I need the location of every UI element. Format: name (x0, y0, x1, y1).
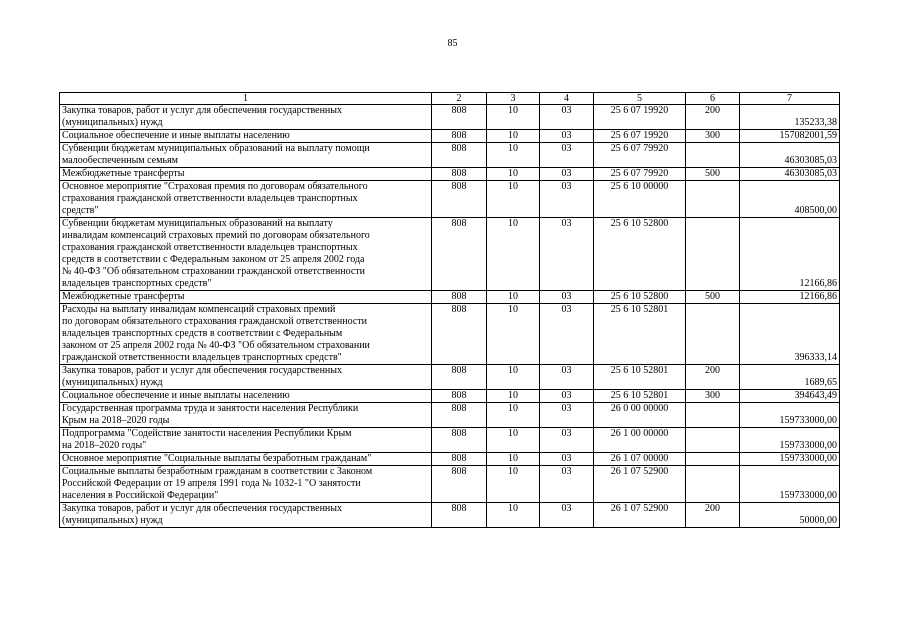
cell-expense-type: 500 (686, 168, 740, 181)
item-name-line: Основное мероприятие "Страховая премия по договорам обязательного (62, 181, 368, 192)
cell-subsection: 03 (540, 291, 594, 304)
cell-item-name (60, 428, 432, 453)
cell-department: 808 (432, 168, 487, 181)
cell-sum: 159733000,00 (740, 453, 840, 466)
table-row (60, 291, 840, 304)
header-cell-6: 6 (686, 93, 740, 105)
cell-expense-type (686, 181, 740, 218)
cell-sum: 408500,00 (740, 181, 840, 218)
cell-target-article: 26 1 07 52900 (594, 466, 686, 503)
header-cell-7: 7 (740, 93, 840, 105)
cell-section: 10 (487, 291, 540, 304)
item-name-line: на 2018–2020 годы" (62, 440, 147, 451)
cell-item-name (60, 130, 432, 143)
item-name-line: Субвенции бюджетам муниципальных образований на выплату помощи (62, 143, 370, 154)
cell-section: 10 (487, 105, 540, 130)
item-name-line: Российской Федерации от 19 апреля 1991 года № 1032-1 "О занятости (62, 478, 361, 489)
item-name-line: инвалидам компенсаций страховых премий по договорам обязательного (62, 230, 370, 241)
item-name-line: Расходы на выплату инвалидам компенсаций страховых премий (62, 304, 336, 315)
cell-subsection: 03 (540, 453, 594, 466)
cell-expense-type (686, 466, 740, 503)
cell-subsection: 03 (540, 365, 594, 390)
cell-expense-type (686, 143, 740, 168)
cell-subsection: 03 (540, 403, 594, 428)
cell-department: 808 (432, 390, 487, 403)
cell-item-name (60, 390, 432, 403)
item-name-line: страхования гражданской ответственности владельцев транспортных (62, 193, 358, 204)
item-name-line: владельцев транспортных средств" (62, 278, 212, 289)
item-name-line: малообеспеченным семьям (62, 155, 178, 166)
item-name-line: Закупка товаров, работ и услуг для обеспечения государственных (62, 365, 343, 376)
cell-department: 808 (432, 365, 487, 390)
item-name-line: Субвенции бюджетам муниципальных образований на выплату (62, 218, 333, 229)
table-row (60, 403, 840, 428)
cell-item-name (60, 218, 432, 291)
cell-sum: 46303085,03 (740, 143, 840, 168)
table-row (60, 218, 840, 291)
cell-section: 10 (487, 466, 540, 503)
cell-expense-type (686, 218, 740, 291)
cell-target-article: 25 6 10 52801 (594, 365, 686, 390)
item-name-line: средств" (62, 205, 99, 216)
cell-item-name (60, 181, 432, 218)
cell-department: 808 (432, 428, 487, 453)
cell-item-name (60, 403, 432, 428)
header-cell-3: 3 (487, 93, 540, 105)
cell-target-article: 25 6 07 79920 (594, 143, 686, 168)
table-row (60, 130, 840, 143)
cell-section: 10 (487, 181, 540, 218)
cell-subsection: 03 (540, 181, 594, 218)
cell-item-name (60, 291, 432, 304)
item-name-line: населения в Российской Федерации" (62, 490, 219, 501)
cell-department: 808 (432, 503, 487, 528)
cell-subsection: 03 (540, 168, 594, 181)
item-name-line: Социальное обеспечение и иные выплаты населению (62, 390, 290, 401)
cell-section: 10 (487, 453, 540, 466)
cell-target-article: 25 6 10 52801 (594, 304, 686, 365)
cell-item-name (60, 453, 432, 466)
cell-sum: 159733000,00 (740, 403, 840, 428)
cell-section: 10 (487, 130, 540, 143)
header-cell-2: 2 (432, 93, 487, 105)
cell-subsection: 03 (540, 304, 594, 365)
cell-department: 808 (432, 143, 487, 168)
cell-subsection: 03 (540, 390, 594, 403)
cell-expense-type: 300 (686, 130, 740, 143)
cell-sum: 157082001,59 (740, 130, 840, 143)
table-row (60, 105, 840, 130)
table-row (60, 365, 840, 390)
cell-target-article: 26 1 07 00000 (594, 453, 686, 466)
cell-section: 10 (487, 428, 540, 453)
header-cell-5: 5 (594, 93, 686, 105)
header-cell-4: 4 (540, 93, 594, 105)
cell-sum: 159733000,00 (740, 428, 840, 453)
cell-sum: 50000,00 (740, 503, 840, 528)
item-name-line: Подпрограмма "Содействие занятости населения Республики Крым (62, 428, 352, 439)
item-name-line: Крым на 2018–2020 годы (62, 415, 170, 426)
cell-department: 808 (432, 453, 487, 466)
cell-sum: 394643,49 (740, 390, 840, 403)
cell-item-name (60, 365, 432, 390)
cell-expense-type: 300 (686, 390, 740, 403)
item-name-line: Межбюджетные трансферты (62, 291, 185, 302)
table-row (60, 453, 840, 466)
item-name-line: Закупка товаров, работ и услуг для обеспечения государственных (62, 503, 343, 514)
cell-target-article: 26 1 07 52900 (594, 503, 686, 528)
cell-department: 808 (432, 181, 487, 218)
cell-sum: 159733000,00 (740, 466, 840, 503)
item-name-line: законом от 25 апреля 2002 года № 40-ФЗ "Об обязательном страховании (62, 340, 370, 351)
cell-subsection: 03 (540, 105, 594, 130)
cell-target-article: 25 6 07 19920 (594, 105, 686, 130)
item-name-line: Социальное обеспечение и иные выплаты населению (62, 130, 290, 141)
cell-section: 10 (487, 503, 540, 528)
cell-target-article: 25 6 07 79920 (594, 168, 686, 181)
item-name-line: № 40-ФЗ "Об обязательном страховании гражданской ответственности (62, 266, 365, 277)
table-row (60, 304, 840, 365)
cell-department: 808 (432, 466, 487, 503)
item-name-line: (муниципальных) нужд (62, 117, 163, 128)
cell-section: 10 (487, 304, 540, 365)
table-header-row (60, 93, 840, 105)
cell-target-article: 25 6 10 52800 (594, 291, 686, 304)
table-row (60, 143, 840, 168)
item-name-line: Межбюджетные трансферты (62, 168, 185, 179)
item-name-line: по договорам обязательного страхования гражданской ответственности (62, 316, 367, 327)
cell-sum: 396333,14 (740, 304, 840, 365)
page-number: 85 (447, 38, 458, 49)
item-name-line: Основное мероприятие "Социальные выплаты безработным гражданам" (62, 453, 372, 464)
cell-section: 10 (487, 403, 540, 428)
cell-department: 808 (432, 105, 487, 130)
cell-sum: 46303085,03 (740, 168, 840, 181)
cell-item-name (60, 105, 432, 130)
cell-expense-type: 200 (686, 503, 740, 528)
cell-item-name (60, 143, 432, 168)
cell-expense-type: 500 (686, 291, 740, 304)
table-row (60, 466, 840, 503)
table-row (60, 390, 840, 403)
cell-target-article: 25 6 10 52801 (594, 390, 686, 403)
cell-target-article: 25 6 10 52800 (594, 218, 686, 291)
cell-target-article: 25 6 10 00000 (594, 181, 686, 218)
cell-item-name (60, 304, 432, 365)
item-name-line: (муниципальных) нужд (62, 377, 163, 388)
cell-expense-type (686, 304, 740, 365)
budget-table-body (60, 93, 840, 528)
header-cell-1: 1 (60, 93, 432, 105)
cell-expense-type (686, 428, 740, 453)
cell-target-article: 26 1 00 00000 (594, 428, 686, 453)
cell-subsection: 03 (540, 218, 594, 291)
cell-sum: 1689,65 (740, 365, 840, 390)
cell-target-article: 25 6 07 19920 (594, 130, 686, 143)
table-row (60, 181, 840, 218)
cell-section: 10 (487, 143, 540, 168)
cell-sum: 12166,86 (740, 218, 840, 291)
cell-section: 10 (487, 218, 540, 291)
item-name-line: (муниципальных) нужд (62, 515, 163, 526)
cell-item-name (60, 466, 432, 503)
cell-expense-type (686, 453, 740, 466)
cell-subsection: 03 (540, 503, 594, 528)
table-row (60, 168, 840, 181)
item-name-line: Социальные выплаты безработным гражданам в соответствии с Законом (62, 466, 373, 477)
cell-department: 808 (432, 291, 487, 304)
cell-subsection: 03 (540, 428, 594, 453)
cell-expense-type: 200 (686, 365, 740, 390)
cell-section: 10 (487, 390, 540, 403)
cell-subsection: 03 (540, 143, 594, 168)
cell-section: 10 (487, 365, 540, 390)
item-name-line: средств в соответствии с Федеральным законом от 25 апреля 2002 года (62, 254, 365, 265)
cell-sum: 12166,86 (740, 291, 840, 304)
cell-department: 808 (432, 218, 487, 291)
cell-expense-type (686, 403, 740, 428)
cell-subsection: 03 (540, 130, 594, 143)
cell-department: 808 (432, 130, 487, 143)
table-row (60, 428, 840, 453)
cell-department: 808 (432, 304, 487, 365)
cell-expense-type: 200 (686, 105, 740, 130)
item-name-line: гражданской ответственности владельцев транспортных средств" (62, 352, 342, 363)
table-row (60, 503, 840, 528)
budget-table (59, 92, 840, 528)
cell-item-name (60, 168, 432, 181)
item-name-line: Государственная программа труда и занятости населения Республики (62, 403, 359, 414)
cell-target-article: 26 0 00 00000 (594, 403, 686, 428)
item-name-line: владельцев транспортных средств в соответствии с Федеральным (62, 328, 343, 339)
cell-section: 10 (487, 168, 540, 181)
item-name-line: Закупка товаров, работ и услуг для обеспечения государственных (62, 105, 343, 116)
cell-item-name (60, 503, 432, 528)
item-name-line: страхования гражданской ответственности владельцев транспортных (62, 242, 358, 253)
cell-subsection: 03 (540, 466, 594, 503)
cell-department: 808 (432, 403, 487, 428)
cell-sum: 135233,38 (740, 105, 840, 130)
